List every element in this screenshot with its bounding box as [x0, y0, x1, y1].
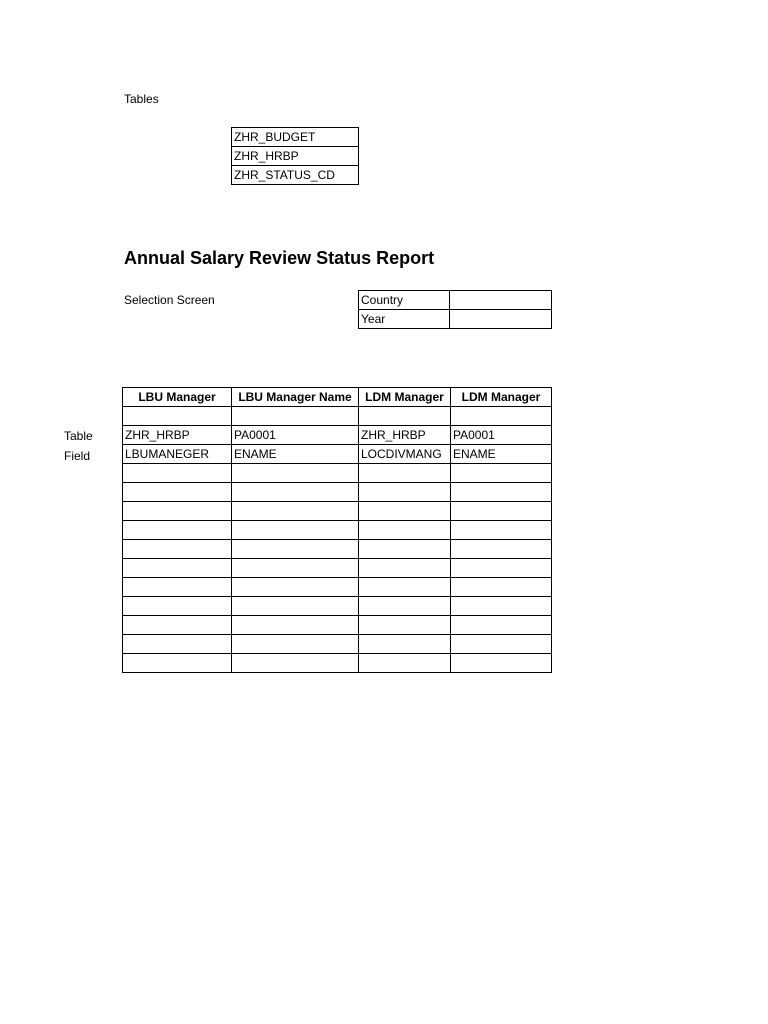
grid-empty-row [123, 483, 552, 502]
grid-cell [359, 407, 451, 426]
grid-cell[interactable] [451, 483, 552, 502]
selection-field-label: Country [359, 291, 450, 310]
column-header: LBU Manager [123, 388, 232, 407]
grid-cell[interactable] [451, 616, 552, 635]
grid-cell: ENAME [451, 445, 552, 464]
selection-screen-table [358, 290, 552, 329]
grid-cell: PA0001 [451, 426, 552, 445]
report-grid [122, 387, 552, 673]
table-name-cell: ZHR_HRBP [232, 147, 359, 166]
grid-empty-row [123, 597, 552, 616]
column-header: LDM Manager [359, 388, 451, 407]
grid-cell[interactable] [232, 521, 359, 540]
grid-cell[interactable] [359, 559, 451, 578]
country-value-cell[interactable] [450, 291, 552, 310]
grid-cell[interactable] [232, 502, 359, 521]
grid-cell[interactable] [123, 540, 232, 559]
grid-cell[interactable] [123, 483, 232, 502]
grid-cell[interactable] [451, 597, 552, 616]
tables-list-row [232, 147, 359, 166]
grid-cell[interactable] [123, 464, 232, 483]
grid-cell[interactable] [232, 578, 359, 597]
grid-cell: ZHR_HRBP [359, 426, 451, 445]
grid-cell[interactable] [123, 559, 232, 578]
grid-table-row [123, 426, 552, 445]
selection-row-year [359, 310, 552, 329]
tables-list-row [232, 128, 359, 147]
grid-cell[interactable] [123, 521, 232, 540]
grid-cell [451, 407, 552, 426]
grid-cell[interactable] [451, 540, 552, 559]
grid-cell[interactable] [232, 540, 359, 559]
grid-cell[interactable] [451, 559, 552, 578]
grid-cell: ENAME [232, 445, 359, 464]
grid-cell[interactable] [232, 464, 359, 483]
grid-cell: PA0001 [232, 426, 359, 445]
grid-cell[interactable] [123, 616, 232, 635]
grid-cell: LBUMANEGER [123, 445, 232, 464]
grid-cell[interactable] [123, 502, 232, 521]
tables-list-row [232, 166, 359, 185]
selection-row-country [359, 291, 552, 310]
grid-empty-row [123, 578, 552, 597]
grid-cell[interactable] [123, 597, 232, 616]
grid-cell[interactable] [232, 616, 359, 635]
grid-cell[interactable] [359, 635, 451, 654]
column-header: LBU Manager Name [232, 388, 359, 407]
table-name-cell: ZHR_BUDGET [232, 128, 359, 147]
grid-cell[interactable] [359, 654, 451, 673]
selection-screen-label: Selection Screen [124, 293, 215, 307]
grid-empty-row [123, 502, 552, 521]
tables-label: Tables [124, 92, 159, 106]
grid-cell[interactable] [451, 578, 552, 597]
grid-cell[interactable] [359, 616, 451, 635]
grid-cell[interactable] [451, 464, 552, 483]
grid-cell[interactable] [232, 559, 359, 578]
grid-cell[interactable] [123, 654, 232, 673]
grid-cell[interactable] [123, 578, 232, 597]
grid-cell[interactable] [232, 597, 359, 616]
grid-cell[interactable] [359, 502, 451, 521]
grid-cell [232, 407, 359, 426]
row-label-field: Field [64, 449, 91, 463]
grid-cell[interactable] [359, 597, 451, 616]
grid-spacer-row [123, 407, 552, 426]
grid-cell[interactable] [359, 464, 451, 483]
year-value-cell[interactable] [450, 310, 552, 329]
grid-cell[interactable] [232, 483, 359, 502]
grid-empty-row [123, 654, 552, 673]
grid-empty-row [123, 521, 552, 540]
grid-cell[interactable] [451, 521, 552, 540]
grid-cell[interactable] [451, 654, 552, 673]
grid-empty-row [123, 616, 552, 635]
selection-field-label: Year [359, 310, 450, 329]
grid-cell[interactable] [232, 654, 359, 673]
grid-empty-row [123, 464, 552, 483]
grid-empty-row [123, 540, 552, 559]
grid-cell[interactable] [232, 635, 359, 654]
grid-header-row [123, 388, 552, 407]
column-header: LDM Manager [451, 388, 552, 407]
grid-cell[interactable] [359, 521, 451, 540]
row-label-table: Table [64, 429, 93, 443]
grid-cell[interactable] [359, 483, 451, 502]
grid-empty-row [123, 635, 552, 654]
grid-cell[interactable] [451, 502, 552, 521]
table-name-cell: ZHR_STATUS_CD [232, 166, 359, 185]
grid-cell[interactable] [123, 635, 232, 654]
grid-field-row [123, 445, 552, 464]
grid-cell[interactable] [359, 578, 451, 597]
grid-cell: ZHR_HRBP [123, 426, 232, 445]
grid-cell[interactable] [359, 540, 451, 559]
grid-cell [123, 407, 232, 426]
tables-list [231, 127, 359, 185]
grid-cell: LOCDIVMANG [359, 445, 451, 464]
grid-empty-row [123, 559, 552, 578]
grid-cell[interactable] [451, 635, 552, 654]
report-title: Annual Salary Review Status Report [124, 248, 435, 268]
